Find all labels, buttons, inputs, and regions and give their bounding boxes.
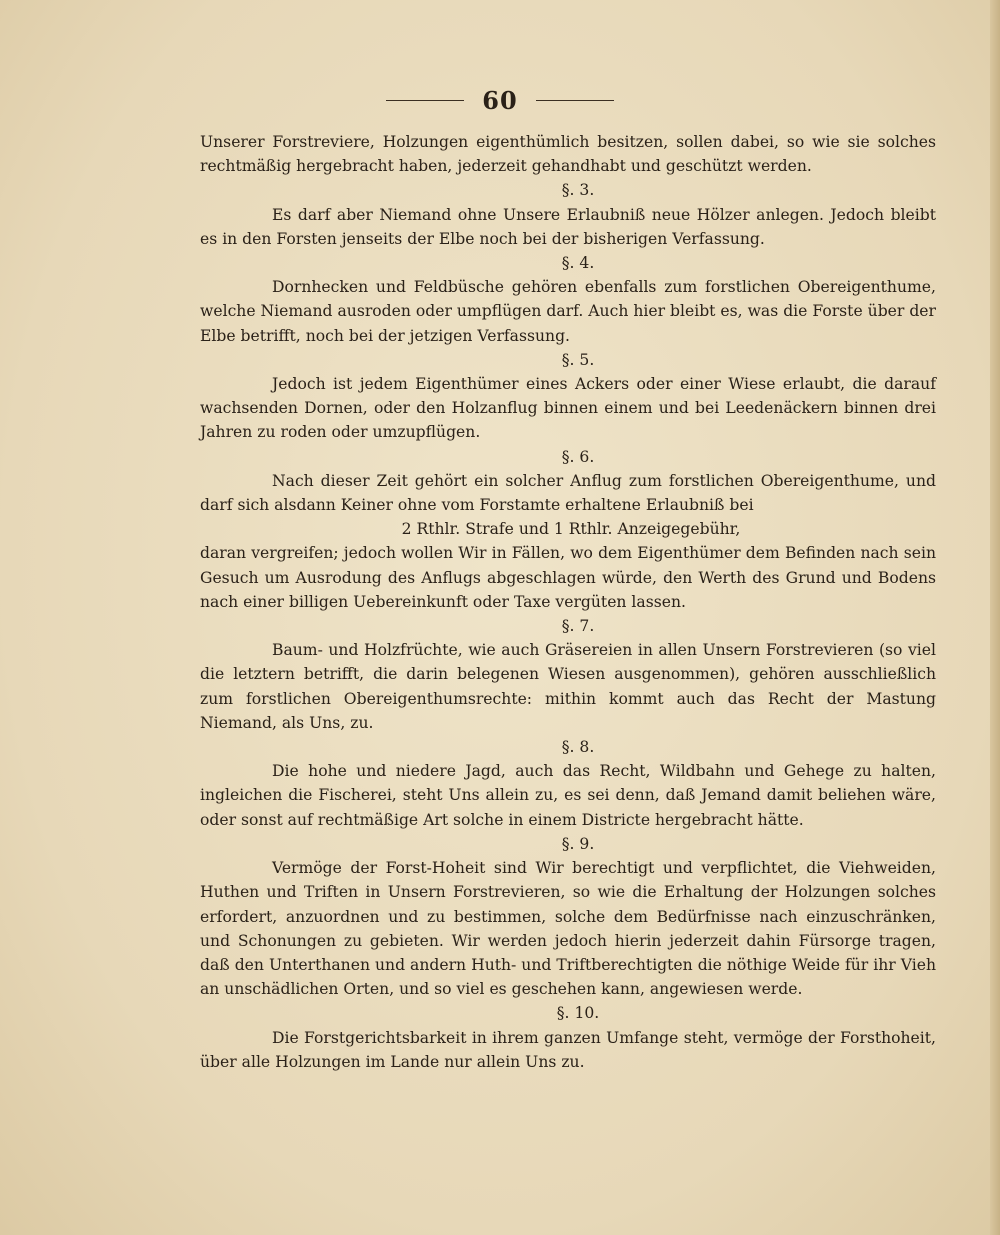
page-edge <box>990 0 1000 1235</box>
paragraph-10: Die Forstgerichtsbarkeit in ihrem ganzen Umfange steht, vermöge der Forsthoheit, über alle Holzungen im Lande nur allein Uns zu. <box>200 1028 936 1071</box>
page-header <box>0 86 1000 115</box>
section-heading-10: §. 10. <box>556 1004 600 1023</box>
paragraph-6: Nach dieser Zeit gehört ein solcher Anflug zum forstlichen Obereigenthume, und darf sich alsdann Keiner ohne vom Forstamte erhaltene Erlaubniß bei <box>200 471 936 515</box>
page-body <box>200 130 936 1074</box>
section-heading-5: §. 5. <box>561 350 595 369</box>
paragraph-3: Es darf aber Niemand ohne Unsere Erlaubniß neue Hölzer anlegen. Jedoch bleibt es in den Forsten jenseits der Elbe noch bei der bisherigen Verfassung. <box>200 205 936 248</box>
paragraph-8: Die hohe und niedere Jagd, auch das Recht, Wildbahn und Gehege zu halten, ingleichen die Fischerei, steht Uns allein zu, es sei denn, daß Jemand damit beliehen wäre, oder sonst auf rechtmäßige Art solche in einem Districte hergebracht hätte. <box>200 762 936 829</box>
section-heading-9: §. 9. <box>561 834 595 853</box>
section-heading-8: §. 8. <box>561 738 595 757</box>
paragraph-7: Baum- und Holzfrüchte, wie auch Gräsereien in allen Unsern Forstrevieren (so viel die letztern betrifft, die darin belegenen Wiesen ausgenommen), gehören ausschließlich zum forstlichen Obereigenthumsrechte: mithin kommt auch das Recht der Mastung Niemand, als Uns, zu. <box>200 641 936 732</box>
section-heading-4: §. 4. <box>561 254 595 273</box>
page-number: 60 <box>482 86 518 115</box>
paragraph-4: Dornhecken und Feldbüsche gehören ebenfalls zum forstlichen Obereigenthume, welche Niemand ausroden oder umpflügen darf. Auch hier bleibt es, was die Forste über der Elbe betrifft, noch bei der jetzigen Verfassung. <box>200 278 936 345</box>
section-heading-3: §. 3. <box>561 181 595 200</box>
paragraph-5: Jedoch ist jedem Eigenthümer eines Ackers oder einer Wiese erlaubt, die darauf wachsenden Dornen, oder den Holzanflug binnen einem und bei Leedenäckern binnen drei Jahren zu roden oder umzupflügen. <box>200 375 936 442</box>
paragraph-9: Vermöge der Forst-Hoheit sind Wir berechtigt und verpflichtet, die Viehweiden, Huthen und Triften in Unsern Forstrevieren, so wie die Erhaltung der Holzungen solches erfordert, anzuordnen und zu bestimmen, solche dem Bedürfnisse nach einzuschränken, und Schonungen zu gebieten. Wir werden jedoch hierin jederzeit dahin Fürsorge tragen, daß den Unterthanen und andern Huth- und Triftberechtigten die nöthige Weide für ihr Vieh an unschädlichen Orten, und so viel es geschehen kann, angewiesen werde. <box>200 859 936 999</box>
paragraph-6-continued: daran vergreifen; jedoch wollen Wir in Fällen, wo dem Eigenthümer dem Befinden nach sein Gesuch um Ausrodung des Anflugs abgeschlagen würde, den Werth des Grund und Bodens nach einer billigen Uebereinkunft oder Taxe vergüten lassen. <box>200 544 936 611</box>
header-rule-right <box>536 100 614 101</box>
header-rule-left <box>386 100 464 101</box>
section-heading-7: §. 7. <box>561 617 595 636</box>
section-heading-6: §. 6. <box>561 447 595 466</box>
penalty-line: 2 Rthlr. Strafe und 1 Rthlr. Anzeigegebühr, <box>401 520 741 539</box>
paragraph-continued: Unserer Forstreviere, Holzungen eigenthümlich besitzen, sollen dabei, so wie sie solches rechtmäßig hergebracht haben, jederzeit gehandhabt und geschützt werden. <box>200 133 936 176</box>
